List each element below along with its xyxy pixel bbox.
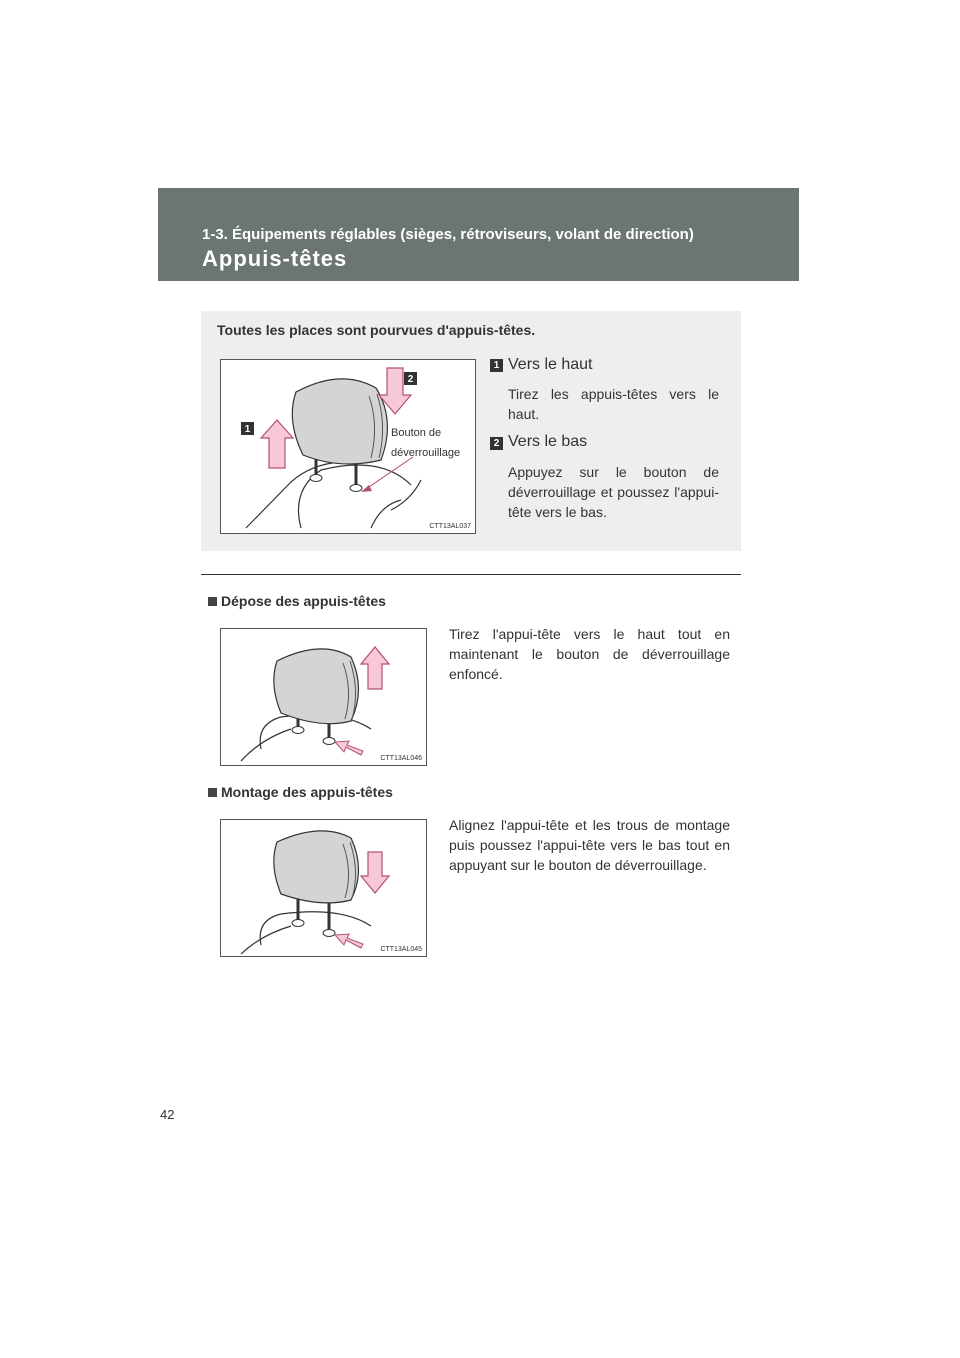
release-button-callout (391, 423, 460, 463)
step-title-2: Vers le bas (508, 433, 588, 450)
intro-box (201, 311, 741, 551)
step-number-2: 2 (490, 437, 503, 450)
install-heading-text: Montage des appuis-têtes (221, 784, 393, 800)
callout-line1: Bouton de (391, 427, 442, 439)
down-arrow-icon (361, 852, 389, 893)
removal-text: Tirez l'appui-tête vers le haut tout en maintenant le bouton de déverrouillage enfoncé. (449, 626, 730, 682)
removal-figure (220, 628, 427, 766)
removal-heading-text: Dépose des appuis-têtes (221, 593, 386, 609)
intro-text: Toutes les places sont pourvues d'appuis-têtes. (217, 322, 536, 338)
removal-heading (208, 593, 386, 609)
callout-line2: déverrouillage (391, 447, 461, 459)
step-text-1: Tirez les appuis-têtes vers le haut. (508, 386, 719, 422)
install-text: Alignez l'appui-tête et les trous de montage puis poussez l'appui-tête vers le bas tout en appuyant sur le bouton de déverrouillage. (449, 817, 730, 873)
install-heading (208, 784, 393, 800)
headrest-adjust-figure (220, 359, 476, 534)
page-number: 42 (160, 1107, 175, 1122)
square-bullet-icon (208, 597, 217, 606)
figure-code: CTT13AL037 (429, 523, 471, 530)
svg-text:2: 2 (407, 374, 414, 385)
figure-code: CTT13AL045 (380, 946, 422, 953)
divider (201, 574, 741, 575)
removal-illustration (221, 629, 426, 765)
square-bullet-icon (208, 788, 217, 797)
section-title: 1-3. Équipements réglables (sièges, rétroviseurs, volant de direction) (202, 226, 694, 243)
push-arrow-icon (335, 934, 363, 948)
step-title-1: Vers le haut (508, 356, 593, 373)
push-arrow-icon (335, 741, 363, 755)
up-arrow-icon (261, 420, 293, 468)
figure-code: CTT13AL046 (380, 755, 422, 762)
install-figure (220, 819, 427, 957)
step-number-1: 1 (490, 359, 503, 372)
chapter-header (158, 188, 799, 281)
up-arrow-icon (361, 647, 389, 689)
install-illustration (221, 820, 426, 956)
page-title: Appuis-têtes (202, 246, 348, 271)
svg-text:1: 1 (244, 424, 251, 435)
step-text-2: Appuyez sur le bouton de déverrouillage et poussez l'appui-tête vers le bas. (508, 464, 719, 520)
